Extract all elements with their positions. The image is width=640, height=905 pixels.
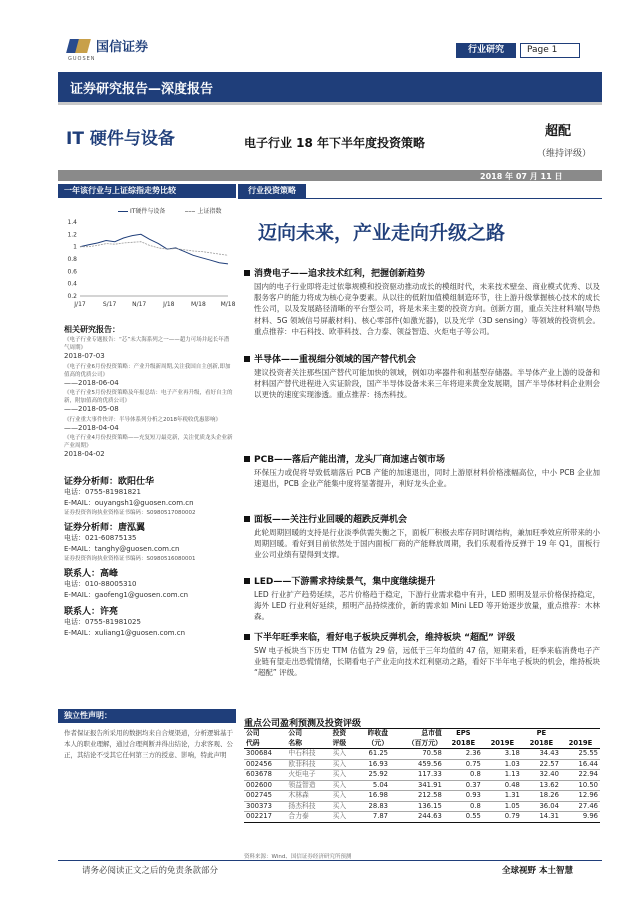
analyst-entry [64, 474, 240, 516]
footer-rule [58, 860, 602, 861]
related-report-item: 《行业重大事件快评：半导体系列分析之2018年税收优惠影响》 [64, 416, 221, 423]
related-report-item: 《电子行业4月份投资策略——充复短刀最竞新，关注优质龙头企业新产业周期》 [64, 435, 233, 449]
table-cell: 25.55 [561, 749, 600, 760]
strategy-section [244, 352, 600, 401]
legend-label: IT硬件与设备 [130, 208, 166, 215]
table-cell: 12.96 [561, 791, 600, 802]
table-cell: 1.05 [483, 801, 522, 812]
analyst-phone: 电话：010-88005310 [64, 580, 137, 588]
section-heading-text: 下半年旺季来临，看好电子板块反弹机会，维持板块 “超配” 评级 [254, 633, 516, 643]
table-cell: 0.8 [444, 801, 483, 812]
section-heading [244, 452, 600, 465]
table-row [244, 791, 600, 802]
table-cell: 买入 [331, 759, 356, 770]
chart-title: 一年该行业与上证综指走势比较 [58, 184, 236, 198]
bullet-icon [244, 270, 250, 276]
analyst-title: 证券分析师：欧阳仕华 [64, 477, 155, 487]
table-cell: EPS [444, 729, 483, 739]
x-tick-label: S/17 [102, 301, 117, 308]
bullet-icon [244, 356, 250, 362]
analyst-entry [64, 604, 240, 638]
strategy-section [244, 574, 600, 623]
table-cell: 1.13 [483, 770, 522, 781]
table-title: 重点公司盈利预测及投资评级 [244, 719, 362, 729]
legend-swatch-icon [185, 211, 195, 212]
legend-label: 上证指数 [197, 208, 222, 215]
section-heading-text: PCB——落后产能出清，龙头厂商加速占领市场 [254, 455, 446, 465]
section-heading [244, 352, 600, 365]
table-cell: 9.96 [561, 812, 600, 823]
table-cell: 70.58 [390, 749, 444, 760]
table-cell: 2.36 [444, 749, 483, 760]
analyst-entry [64, 566, 240, 600]
rating-note: （维持评级） [537, 149, 592, 159]
section-heading [244, 266, 600, 279]
y-tick-label: 0.2 [67, 293, 77, 300]
table-row [244, 812, 600, 823]
table-cell: 1.03 [483, 759, 522, 770]
table-cell: 61.25 [355, 749, 390, 760]
table-cell: （百万元） [390, 739, 444, 749]
table-cell: 0.48 [483, 780, 522, 791]
related-reports [64, 324, 234, 460]
analyst-title: 证券分析师：唐泓翼 [64, 523, 146, 533]
related-title: 相关研究报告： [64, 325, 120, 334]
table-row [244, 759, 600, 770]
table-source: 资料来源：Wind、国信证券经济研究所预测 [244, 854, 352, 860]
table-header-row [244, 729, 600, 739]
report-date: 2018 年 07 月 11 日 [480, 172, 563, 181]
section-body: 建议投资者关注那些国产替代可能加快的领域，例如功率器件和利基型存储器。半导体产业上游的设备和材料国产替代进程进入实证阶段，国产半导体设备未来三年将迎来黄金发展期，国产半导体材料企业则会以更快的速度实现渗透。重点推荐：扬杰科技。 [254, 368, 600, 400]
table-row [244, 801, 600, 812]
analyst-email[interactable]: E-MAIL：gaofeng1@guosen.com.cn [64, 590, 189, 599]
table-cell: 14.31 [522, 812, 561, 823]
table-cell: 002456 [244, 759, 286, 770]
section-heading-text: LED——下游需求持续景气，集中度继续提升 [254, 577, 436, 587]
table-cell: 公司 [244, 729, 286, 739]
section-tag: 行业研究 [456, 43, 516, 58]
x-tick-label: N/17 [132, 301, 147, 308]
table-cell: 002745 [244, 791, 286, 802]
table-cell: 28.83 [355, 801, 390, 812]
related-report-item: 《电子行业6月份投资策略：产业升级新周期,关注我国自主创新,即加值高的优质公司》 [64, 363, 231, 378]
analyst-email[interactable]: E-MAIL：xuliang1@guosen.com.cn [64, 628, 186, 637]
series-line [80, 242, 228, 256]
declaration-text: 作者保证报告所采用的数据均来自合规渠道，分析逻辑基于本人的职业理解，通过合理判断并得出结论，力求客观、公正，其结论不受其它任何第三方的授意、影响，特此声明 [64, 729, 233, 759]
strategy-section [244, 452, 600, 489]
table-cell: 16.93 [355, 759, 390, 770]
table-cell [561, 729, 600, 739]
section-heading [244, 630, 600, 643]
band-title: 证券研究报告—深度报告 [70, 82, 214, 97]
table-cell: 买入 [331, 812, 356, 823]
related-report-item: 2018-04-02 [64, 450, 105, 458]
analyst-email[interactable]: E-MAIL：ouyangsh1@guosen.com.cn [64, 498, 194, 507]
strategy-section [244, 512, 600, 561]
table-row [244, 749, 600, 760]
logo [68, 36, 148, 55]
table-row [244, 770, 600, 781]
table-cell: 火炬电子 [286, 770, 330, 781]
table-cell: 买入 [331, 770, 356, 781]
section-heading-text: 消费电子——追求技术红利，把握创新趋势 [254, 269, 426, 279]
table-cell: 3.18 [483, 749, 522, 760]
table-cell: 代码 [244, 739, 286, 749]
table-cell: 0.75 [444, 759, 483, 770]
y-tick-label: 1.4 [67, 219, 77, 226]
y-tick-label: 1.2 [67, 231, 77, 239]
table-cell: 603678 [244, 770, 286, 781]
table-cell: PE [522, 729, 561, 739]
y-tick-label: 1 [73, 243, 77, 251]
table-cell: 投资 [331, 729, 356, 739]
report-title: 电子行业 18 年下半年度投资策略 [244, 136, 426, 150]
related-report-item: ——2018-05-08 [64, 405, 119, 413]
table-cell: 18.26 [522, 791, 561, 802]
table-cell: （元） [355, 739, 390, 749]
analyst-cert: 证券投资咨询执业资格证书编码：S0980516080001 [64, 556, 196, 562]
y-tick-label: 0.4 [67, 280, 77, 288]
table-cell: 5.04 [355, 780, 390, 791]
table-cell: 117.33 [390, 770, 444, 781]
main-headline: 迈向未来，产业走向升级之路 [258, 222, 506, 244]
table-cell: 合力泰 [286, 812, 330, 823]
analyst-title: 联系人：高峰 [64, 569, 119, 579]
analyst-phone: 电话：0755-81981821 [64, 488, 141, 496]
related-report-item: 《电子行业5月份投资策略及年报总结：电子产业再升级，看好自主的新，附加值高的优质公司》 [64, 390, 233, 404]
table-cell: 341.91 [390, 780, 444, 791]
table-cell: 212.58 [390, 791, 444, 802]
table-cell: 0.93 [444, 791, 483, 802]
table-header-row [244, 739, 600, 749]
strategy-section [244, 266, 600, 337]
table-cell: 买入 [331, 791, 356, 802]
logo-subtext: GUOSEN [68, 56, 96, 62]
table-cell: 0.79 [483, 812, 522, 823]
related-report-item: 2018-07-03 [64, 352, 105, 360]
section-heading-text: 半导体——重视细分领域的国产替代机会 [254, 355, 417, 365]
table-cell: 0.8 [444, 770, 483, 781]
analyst-entry [64, 520, 240, 562]
table-cell: 16.44 [561, 759, 600, 770]
bullet-icon [244, 516, 250, 522]
table-cell: 1.31 [483, 791, 522, 802]
table-cell [483, 729, 522, 739]
related-report-item: 《电子行业专题报告：“芯”未大海系列之一——超力可场并起长年潜气周期》 [64, 337, 230, 351]
trend-chart [60, 214, 236, 314]
table-cell: 欧菲科技 [286, 759, 330, 770]
analyst-email[interactable]: E-MAIL：tanghy@guosen.com.cn [64, 544, 180, 553]
table-cell: 7.87 [355, 812, 390, 823]
table-row [244, 780, 600, 791]
table-cell: 16.98 [355, 791, 390, 802]
analyst-block [64, 474, 240, 642]
declaration-title: 独立性声明： [58, 709, 236, 723]
related-report-item: ——2018-06-04 [64, 378, 119, 387]
table-cell: 36.04 [522, 801, 561, 812]
table-cell: 002217 [244, 812, 286, 823]
section-heading [244, 512, 600, 525]
table-cell: 300684 [244, 749, 286, 760]
main-section-tag: 行业投资策略 [238, 184, 306, 198]
table-cell: 2018E [522, 739, 561, 749]
table-cell: 459.56 [390, 759, 444, 770]
logo-mark-icon [68, 37, 90, 55]
table-cell: 2019E [483, 739, 522, 749]
table-cell: 买入 [331, 749, 356, 760]
y-tick-label: 0.6 [67, 268, 77, 276]
table-cell: 13.62 [522, 780, 561, 791]
table-cell: 昨收盘 [355, 729, 390, 739]
strategy-section [244, 630, 600, 679]
table-cell: 买入 [331, 780, 356, 791]
table-cell: 10.50 [561, 780, 600, 791]
forecast-table [244, 728, 600, 823]
x-tick-label: J/18 [163, 301, 175, 308]
table-cell: 领益智造 [286, 780, 330, 791]
section-body: 环保压力或促将导致低端落后 PCB 产能的加速退出，同时上游原材料价格涨幅高位，中小 PCB 企业加速退出，PCB 企业产能集中度将显著提升，利好龙头企业。 [254, 468, 600, 489]
x-tick-label: J/17 [74, 301, 86, 308]
table-cell: 27.46 [561, 801, 600, 812]
table-cell: 300373 [244, 801, 286, 812]
sector-title: IT 硬件与设备 [66, 129, 175, 149]
section-body: LED 行业扩产趋势延续，芯片价格趋于稳定，下游行业需求稳中有升，LED 照明及显示价格保持稳定，海外 LED 行业利好延续，照明产品持续涨价，新的需求如 Mini LED 等开始逐步放量，重点推荐：木林森。 [254, 590, 600, 622]
table-cell: 名称 [286, 739, 330, 749]
rating: 超配 [545, 124, 572, 139]
x-tick-label: M/18 [220, 301, 236, 308]
table-cell: 34.43 [522, 749, 561, 760]
legend-swatch-icon [118, 211, 128, 212]
table-cell: 评级 [331, 739, 356, 749]
table-cell: 总市值 [390, 729, 444, 739]
table-cell: 002600 [244, 780, 286, 791]
section-body: SW 电子板块当下历史 TTM 估值为 29 倍，远低于三年均值的 47 倍，短期来看，旺季来临消费电子产业链有望走出恐慌情绪，长期看电子产业走向技术红利驱动之路，看好下半年电子板块的机会，维持板块 “超配” 评级。 [254, 646, 600, 678]
table-cell: 0.37 [444, 780, 483, 791]
table-cell: 扬杰科技 [286, 801, 330, 812]
table-cell: 木林森 [286, 791, 330, 802]
section-body: 国内的电子行业即将走过依靠规模和投资驱动推动成长的模组时代，未来技术壁垒、商业模式优秀、以及服务客户的能力将成为核心竞争要素。从以往的低附加值模组制造环节，往上游升级掌握核心技术的成长性公司，以及发展路径清晰的平台型公司，将是未来主要的投资方向。创新方面，重点关注材料端(导热材料、5G 领域信号屏蔽材料)、核心零部件(如激光器)，以及光学（3D sensing）等领域的投资机会。重点推荐：中石科技、欧菲科技、合力泰、领益智造、火炬电子等公司。 [254, 282, 600, 336]
table-cell: 244.63 [390, 812, 444, 823]
table-cell: 0.55 [444, 812, 483, 823]
table-cell: 136.15 [390, 801, 444, 812]
related-report-item: ——2018-04-04 [64, 423, 119, 432]
footer-slogan: 全球视野 本土智慧 [502, 866, 573, 876]
logo-text: 国信证券 [96, 40, 149, 55]
bullet-icon [244, 456, 250, 462]
analyst-phone: 电话：021-60875135 [64, 534, 137, 542]
section-body: 此轮周期回暖的支持是行业淡季供需失衡之下，面板厂积极去库存同时调结构，兼加旺季效应所带来的小周期回暖。看好到目前依然处于国内面板厂商的产能释放周期，我们乐观看待反弹于 19 年 Q1，面板行业公司业绩有望得到支撑。 [254, 528, 600, 560]
table-cell: 25.92 [355, 770, 390, 781]
table-cell: 中石科技 [286, 749, 330, 760]
table-cell: 2019E [561, 739, 600, 749]
table-cell: 2018E [444, 739, 483, 749]
table-cell: 22.57 [522, 759, 561, 770]
main-rule [238, 198, 602, 199]
analyst-phone: 电话：0755-81981025 [64, 618, 141, 626]
footer-disclaimer: 请务必阅读正文之后的免责条款部分 [82, 866, 219, 876]
bullet-icon [244, 578, 250, 584]
table-cell: 公司 [286, 729, 330, 739]
section-heading [244, 574, 600, 587]
related-list [64, 335, 234, 460]
section-heading-text: 面板——关注行业回暖的超跌反弹机会 [254, 515, 408, 525]
table-cell: 22.94 [561, 770, 600, 781]
bullet-icon [244, 634, 250, 640]
series-line [80, 234, 228, 264]
page-label: Page 1 [520, 43, 580, 58]
y-tick-label: 0.8 [67, 256, 77, 263]
table-cell: 32.40 [522, 770, 561, 781]
x-tick-label: M/18 [190, 301, 206, 308]
table-cell: 买入 [331, 801, 356, 812]
analyst-cert: 证券投资咨询执业资格证书编码：S0980517080002 [64, 510, 196, 516]
band-divider [58, 102, 602, 105]
analyst-title: 联系人：许亮 [64, 607, 119, 617]
